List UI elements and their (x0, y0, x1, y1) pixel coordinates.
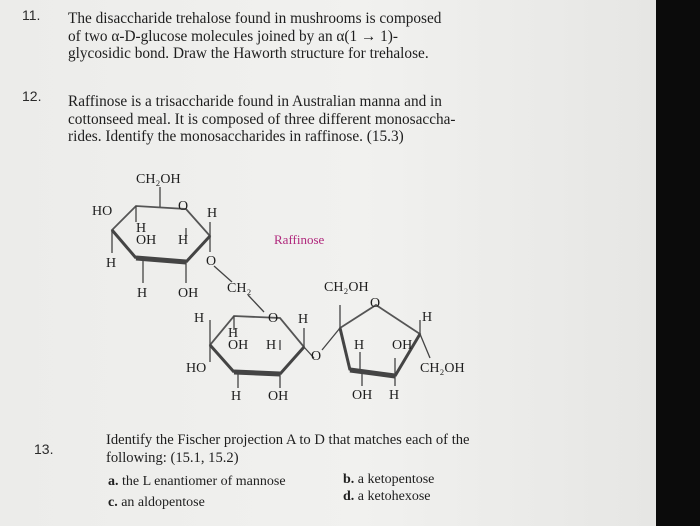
answer-item-c (108, 495, 205, 511)
fru-ch2oh-right: CH₂OH (420, 361, 465, 376)
gal-oh-c2: OH (136, 233, 157, 248)
text-line: glycosidic bond. Draw the Haworth structure for trehalose. (68, 45, 429, 62)
fru-h-c4: H (354, 338, 365, 353)
text-line: rides. Identify the monosaccharides in raffinose. (15.3) (68, 128, 404, 145)
problem-12-number: 12. (22, 88, 42, 104)
text-line: cottonseed meal. It is composed of three different monosaccha- (68, 110, 456, 128)
item-letter: c. (108, 495, 118, 510)
fru-oh-c4: OH (392, 338, 413, 353)
gal-ho: HO (92, 204, 113, 219)
glc-ring-o: O (268, 311, 279, 326)
glc-oh-c3: OH (228, 338, 249, 353)
text-line: Raffinose is a trisaccharide found in Australian manna and in (68, 93, 442, 110)
item-letter: d. (343, 489, 355, 504)
glc-ho: HO (186, 361, 207, 376)
item-letter: b. (343, 472, 355, 487)
fru-oh-c3: OH (352, 388, 373, 403)
glc-ch2: CH₂ (227, 281, 252, 296)
raffinose-label: Raffinose (274, 232, 325, 247)
item-text: an aldopentose (121, 495, 205, 510)
text-line: Identify the Fischer projection A to D that matches each of the (106, 432, 470, 448)
glc-h-c1: H (298, 312, 309, 327)
fru-h-c3: H (389, 388, 400, 403)
gal-h-c4: H (136, 221, 147, 236)
gal-h-c5: H (207, 206, 218, 221)
problem-13-text (106, 432, 470, 467)
glc-oh-c2: OH (268, 389, 289, 404)
text-line: following: (15.1, 15.2) (106, 449, 239, 466)
glycosidic-oxygen: O (311, 349, 322, 364)
glc-h-c2: H (266, 338, 277, 353)
item-letter: a. (108, 474, 119, 489)
gal-ch2oh: CH₂OH (136, 172, 181, 187)
text-line: of two α-D-glucose molecules joined by an α(1 → 1)- (68, 27, 398, 45)
gal-h-left: H (106, 256, 117, 271)
gal-oh-c3: OH (178, 286, 199, 301)
glc-h-c5: H (194, 311, 205, 326)
glc-h-c4: H (228, 326, 239, 341)
fru-ring-o: O (370, 296, 381, 311)
answer-item-b (343, 472, 434, 488)
gal-ring-o: O (178, 199, 189, 214)
item-text: a ketohexose (357, 489, 431, 504)
item-text: a ketopentose (357, 472, 435, 487)
problem-13-number: 13. (34, 441, 54, 457)
gal-h-c1: H (178, 233, 189, 248)
item-text: the L enantiomer of mannose (122, 474, 286, 489)
dark-screen-edge (656, 0, 700, 526)
link-oxygen: O (206, 254, 217, 269)
glc-h-c3: H (231, 389, 242, 404)
fru-h-c5: H (422, 310, 433, 325)
text-line: The disaccharide trehalose found in mushrooms is composed (68, 10, 442, 27)
fru-ch2oh-top: CH₂OH (324, 280, 369, 295)
answer-item-a (108, 474, 286, 490)
answer-item-d (343, 489, 431, 505)
gal-h-c3: H (137, 286, 148, 301)
problem-11-number: 11. (22, 7, 41, 23)
